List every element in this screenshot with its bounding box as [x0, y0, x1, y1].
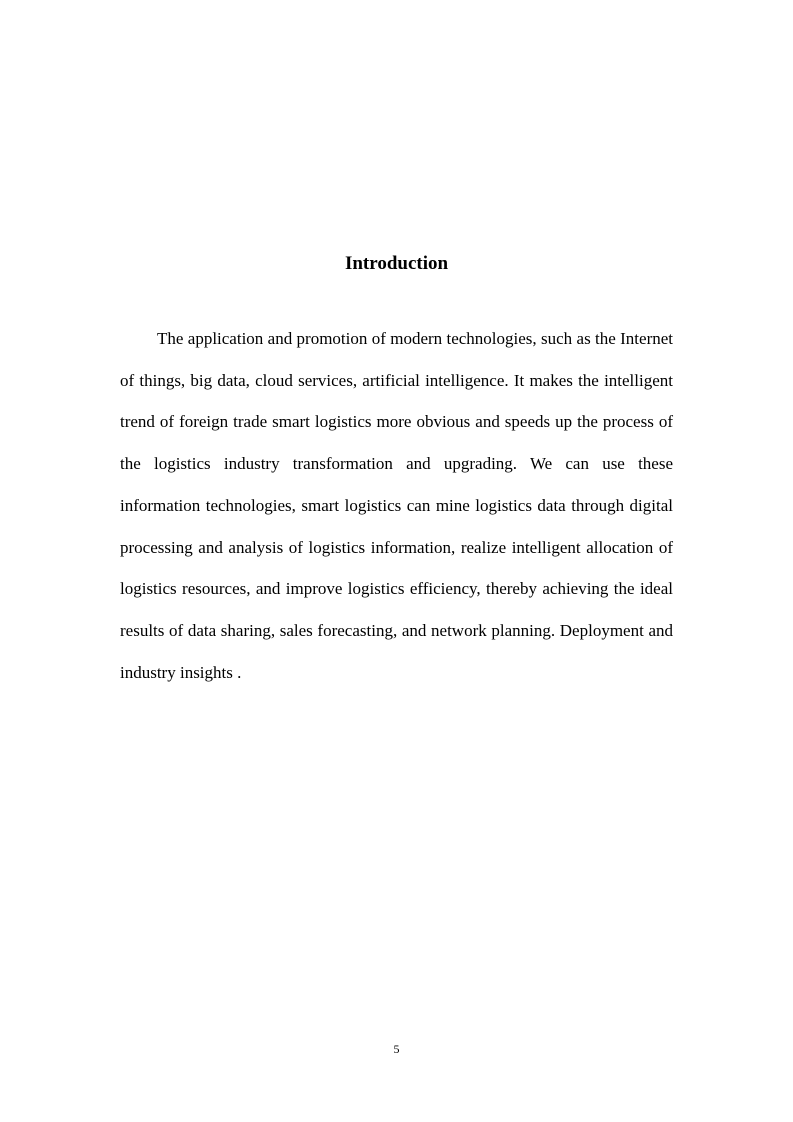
body-paragraph: The application and promotion of modern technologies, such as the Internet of things, big data, cloud services, artificial intelligence. It makes the intelligent trend of foreign trade smart logistics more obvious and speeds up the process of the logistics industry transformation and upgrading. We can use these information technologies, smart logistics can mine logistics data through digital processing and analysis of logistics information, realize intelligent allocation of logistics resources, and improve logistics efficiency, thereby achieving the ideal results of data sharing, sales forecasting, and network planning. Deployment and industry insights . [120, 329, 673, 682]
page-number: 5 [393, 1042, 400, 1056]
section-heading: Introduction [344, 253, 449, 274]
